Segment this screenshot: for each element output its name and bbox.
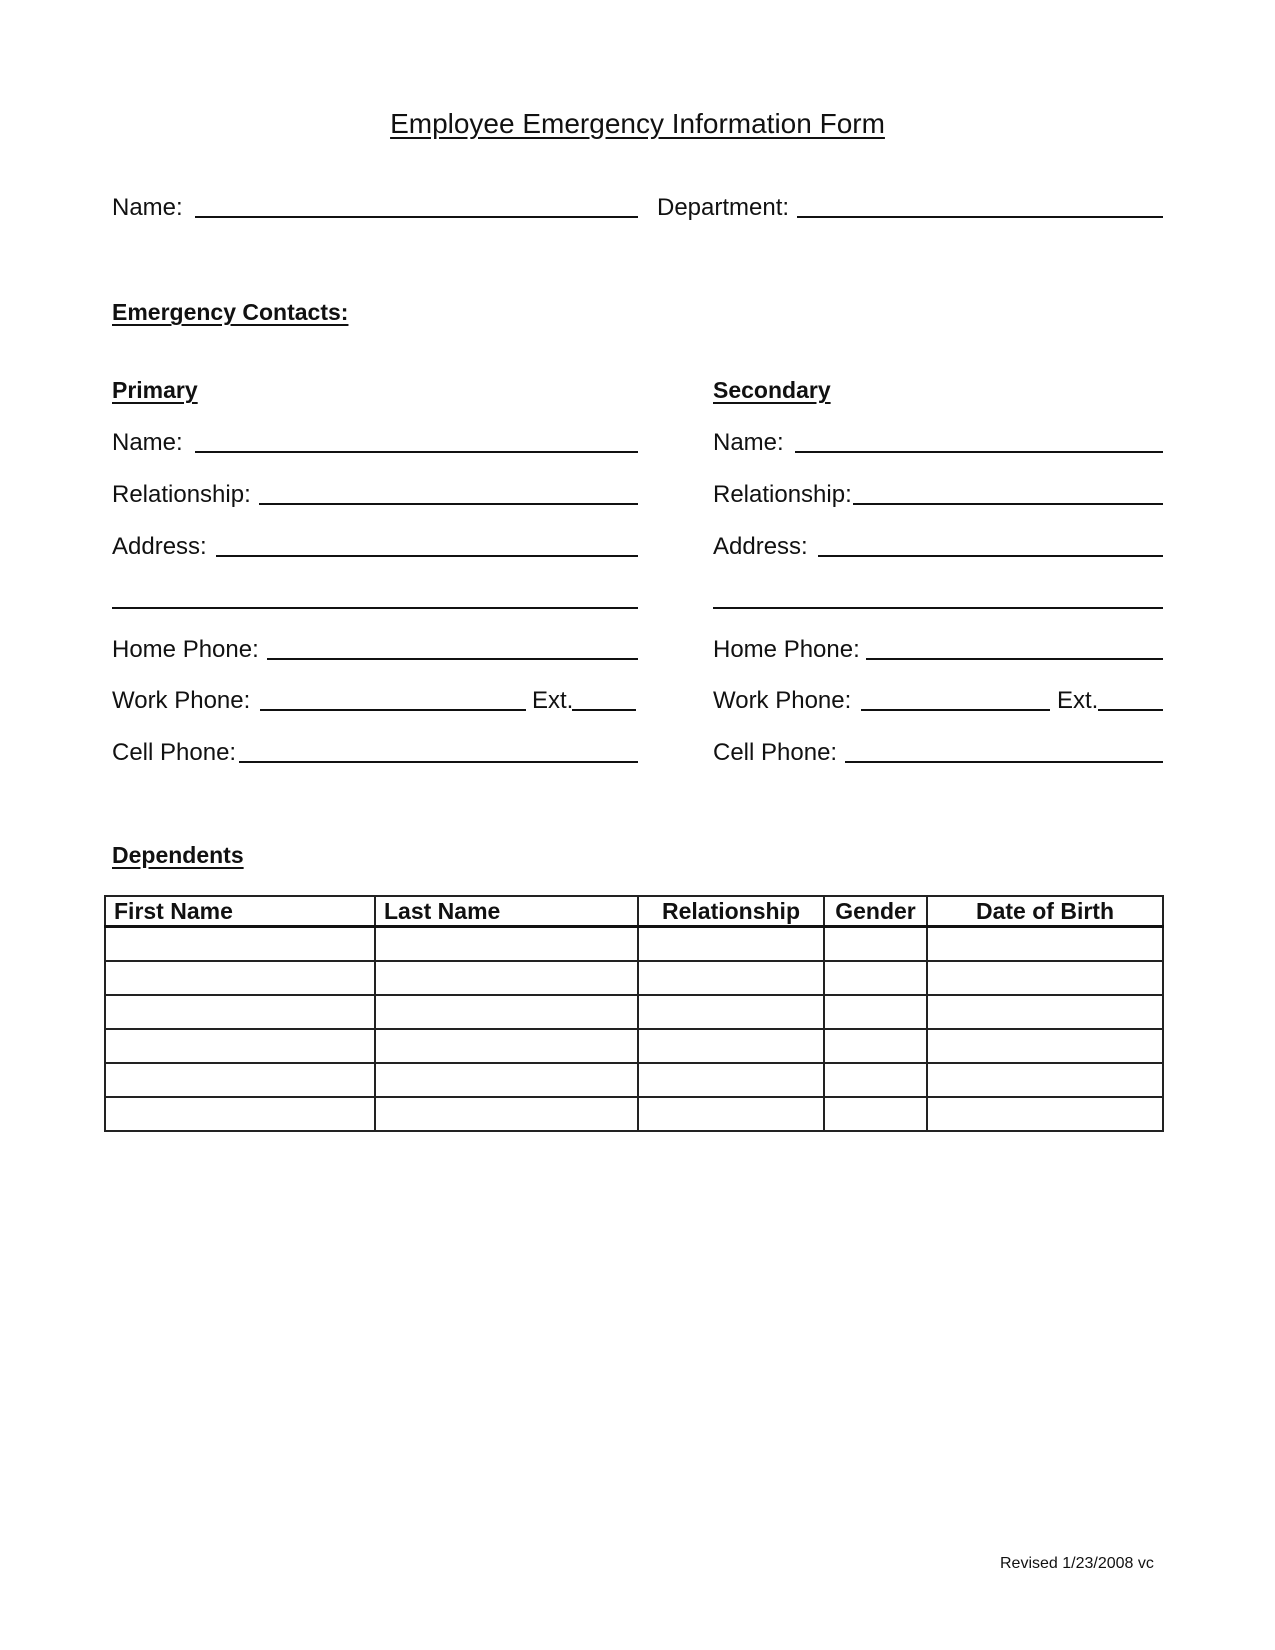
primary-heading: Primary xyxy=(112,377,198,403)
secondary-name-label: Name: xyxy=(713,429,784,456)
primary-relationship-field[interactable] xyxy=(259,503,638,505)
gender-cell[interactable] xyxy=(824,1063,927,1097)
table-row xyxy=(105,1029,1163,1063)
secondary-ext-label: Ext. xyxy=(1057,687,1099,714)
relationship-cell[interactable] xyxy=(638,995,824,1029)
date-of-birth-cell[interactable] xyxy=(927,1097,1163,1131)
col-header-gender: Gender xyxy=(824,896,927,927)
table-row xyxy=(105,1063,1163,1097)
first-name-cell[interactable] xyxy=(105,1097,375,1131)
table-row xyxy=(105,927,1163,962)
employee-name-field[interactable] xyxy=(195,216,638,218)
secondary-cell-phone-field[interactable] xyxy=(845,761,1163,763)
table-row xyxy=(105,1097,1163,1131)
primary-address-field[interactable] xyxy=(216,555,638,557)
primary-home-phone-field[interactable] xyxy=(267,658,638,660)
first-name-cell[interactable] xyxy=(105,927,375,962)
last-name-cell[interactable] xyxy=(375,1063,638,1097)
secondary-home-phone-label: Home Phone: xyxy=(713,636,860,663)
relationship-cell[interactable] xyxy=(638,961,824,995)
table-row xyxy=(105,995,1163,1029)
dependents-table xyxy=(104,895,1164,1132)
primary-name-label: Name: xyxy=(112,429,183,456)
col-header-date-of-birth: Date of Birth xyxy=(927,896,1163,927)
last-name-cell[interactable] xyxy=(375,1029,638,1063)
department-field[interactable] xyxy=(797,216,1163,218)
first-name-cell[interactable] xyxy=(105,995,375,1029)
primary-ext-label: Ext. xyxy=(532,687,574,714)
date-of-birth-cell[interactable] xyxy=(927,961,1163,995)
relationship-cell[interactable] xyxy=(638,1029,824,1063)
gender-cell[interactable] xyxy=(824,1097,927,1131)
date-of-birth-cell[interactable] xyxy=(927,995,1163,1029)
secondary-name-field[interactable] xyxy=(795,451,1163,453)
secondary-cell-phone-label: Cell Phone: xyxy=(713,739,838,766)
table-row xyxy=(105,961,1163,995)
emergency-contacts-heading: Emergency Contacts: xyxy=(112,299,349,325)
primary-ext-field[interactable] xyxy=(572,709,636,711)
secondary-work-phone-label: Work Phone: xyxy=(713,687,852,714)
secondary-relationship-label: Relationship: xyxy=(713,481,852,508)
primary-cell-phone-field[interactable] xyxy=(239,761,638,763)
gender-cell[interactable] xyxy=(824,1029,927,1063)
secondary-address-field[interactable] xyxy=(818,555,1163,557)
employee-name-label: Name: xyxy=(112,194,183,221)
date-of-birth-cell[interactable] xyxy=(927,1063,1163,1097)
last-name-cell[interactable] xyxy=(375,995,638,1029)
primary-work-phone-field[interactable] xyxy=(260,709,526,711)
secondary-home-phone-field[interactable] xyxy=(866,658,1163,660)
first-name-cell[interactable] xyxy=(105,1029,375,1063)
primary-address-label: Address: xyxy=(112,533,207,560)
department-label: Department: xyxy=(657,194,790,221)
col-header-relationship: Relationship xyxy=(638,896,824,927)
last-name-cell[interactable] xyxy=(375,961,638,995)
col-header-last-name: Last Name xyxy=(375,896,638,927)
primary-relationship-label: Relationship: xyxy=(112,481,251,508)
primary-address-field-2[interactable] xyxy=(112,607,638,609)
col-header-first-name: First Name xyxy=(105,896,375,927)
relationship-cell[interactable] xyxy=(638,1097,824,1131)
relationship-cell[interactable] xyxy=(638,1063,824,1097)
first-name-cell[interactable] xyxy=(105,961,375,995)
gender-cell[interactable] xyxy=(824,995,927,1029)
primary-cell-phone-label: Cell Phone: xyxy=(112,739,237,766)
relationship-cell[interactable] xyxy=(638,927,824,962)
form-title: Employee Emergency Information Form xyxy=(390,108,885,139)
secondary-address-field-2[interactable] xyxy=(713,607,1163,609)
dependents-heading: Dependents xyxy=(112,842,244,868)
revised-note: Revised 1/23/2008 vc xyxy=(1000,1555,1154,1572)
date-of-birth-cell[interactable] xyxy=(927,1029,1163,1063)
secondary-heading: Secondary xyxy=(713,377,831,403)
dependents-header-row xyxy=(105,896,1163,927)
secondary-ext-field[interactable] xyxy=(1098,709,1163,711)
secondary-relationship-field[interactable] xyxy=(853,503,1163,505)
last-name-cell[interactable] xyxy=(375,927,638,962)
secondary-address-label: Address: xyxy=(713,533,808,560)
gender-cell[interactable] xyxy=(824,927,927,962)
primary-work-phone-label: Work Phone: xyxy=(112,687,251,714)
primary-home-phone-label: Home Phone: xyxy=(112,636,259,663)
last-name-cell[interactable] xyxy=(375,1097,638,1131)
gender-cell[interactable] xyxy=(824,961,927,995)
first-name-cell[interactable] xyxy=(105,1063,375,1097)
date-of-birth-cell[interactable] xyxy=(927,927,1163,962)
primary-name-field[interactable] xyxy=(195,451,638,453)
secondary-work-phone-field[interactable] xyxy=(861,709,1050,711)
